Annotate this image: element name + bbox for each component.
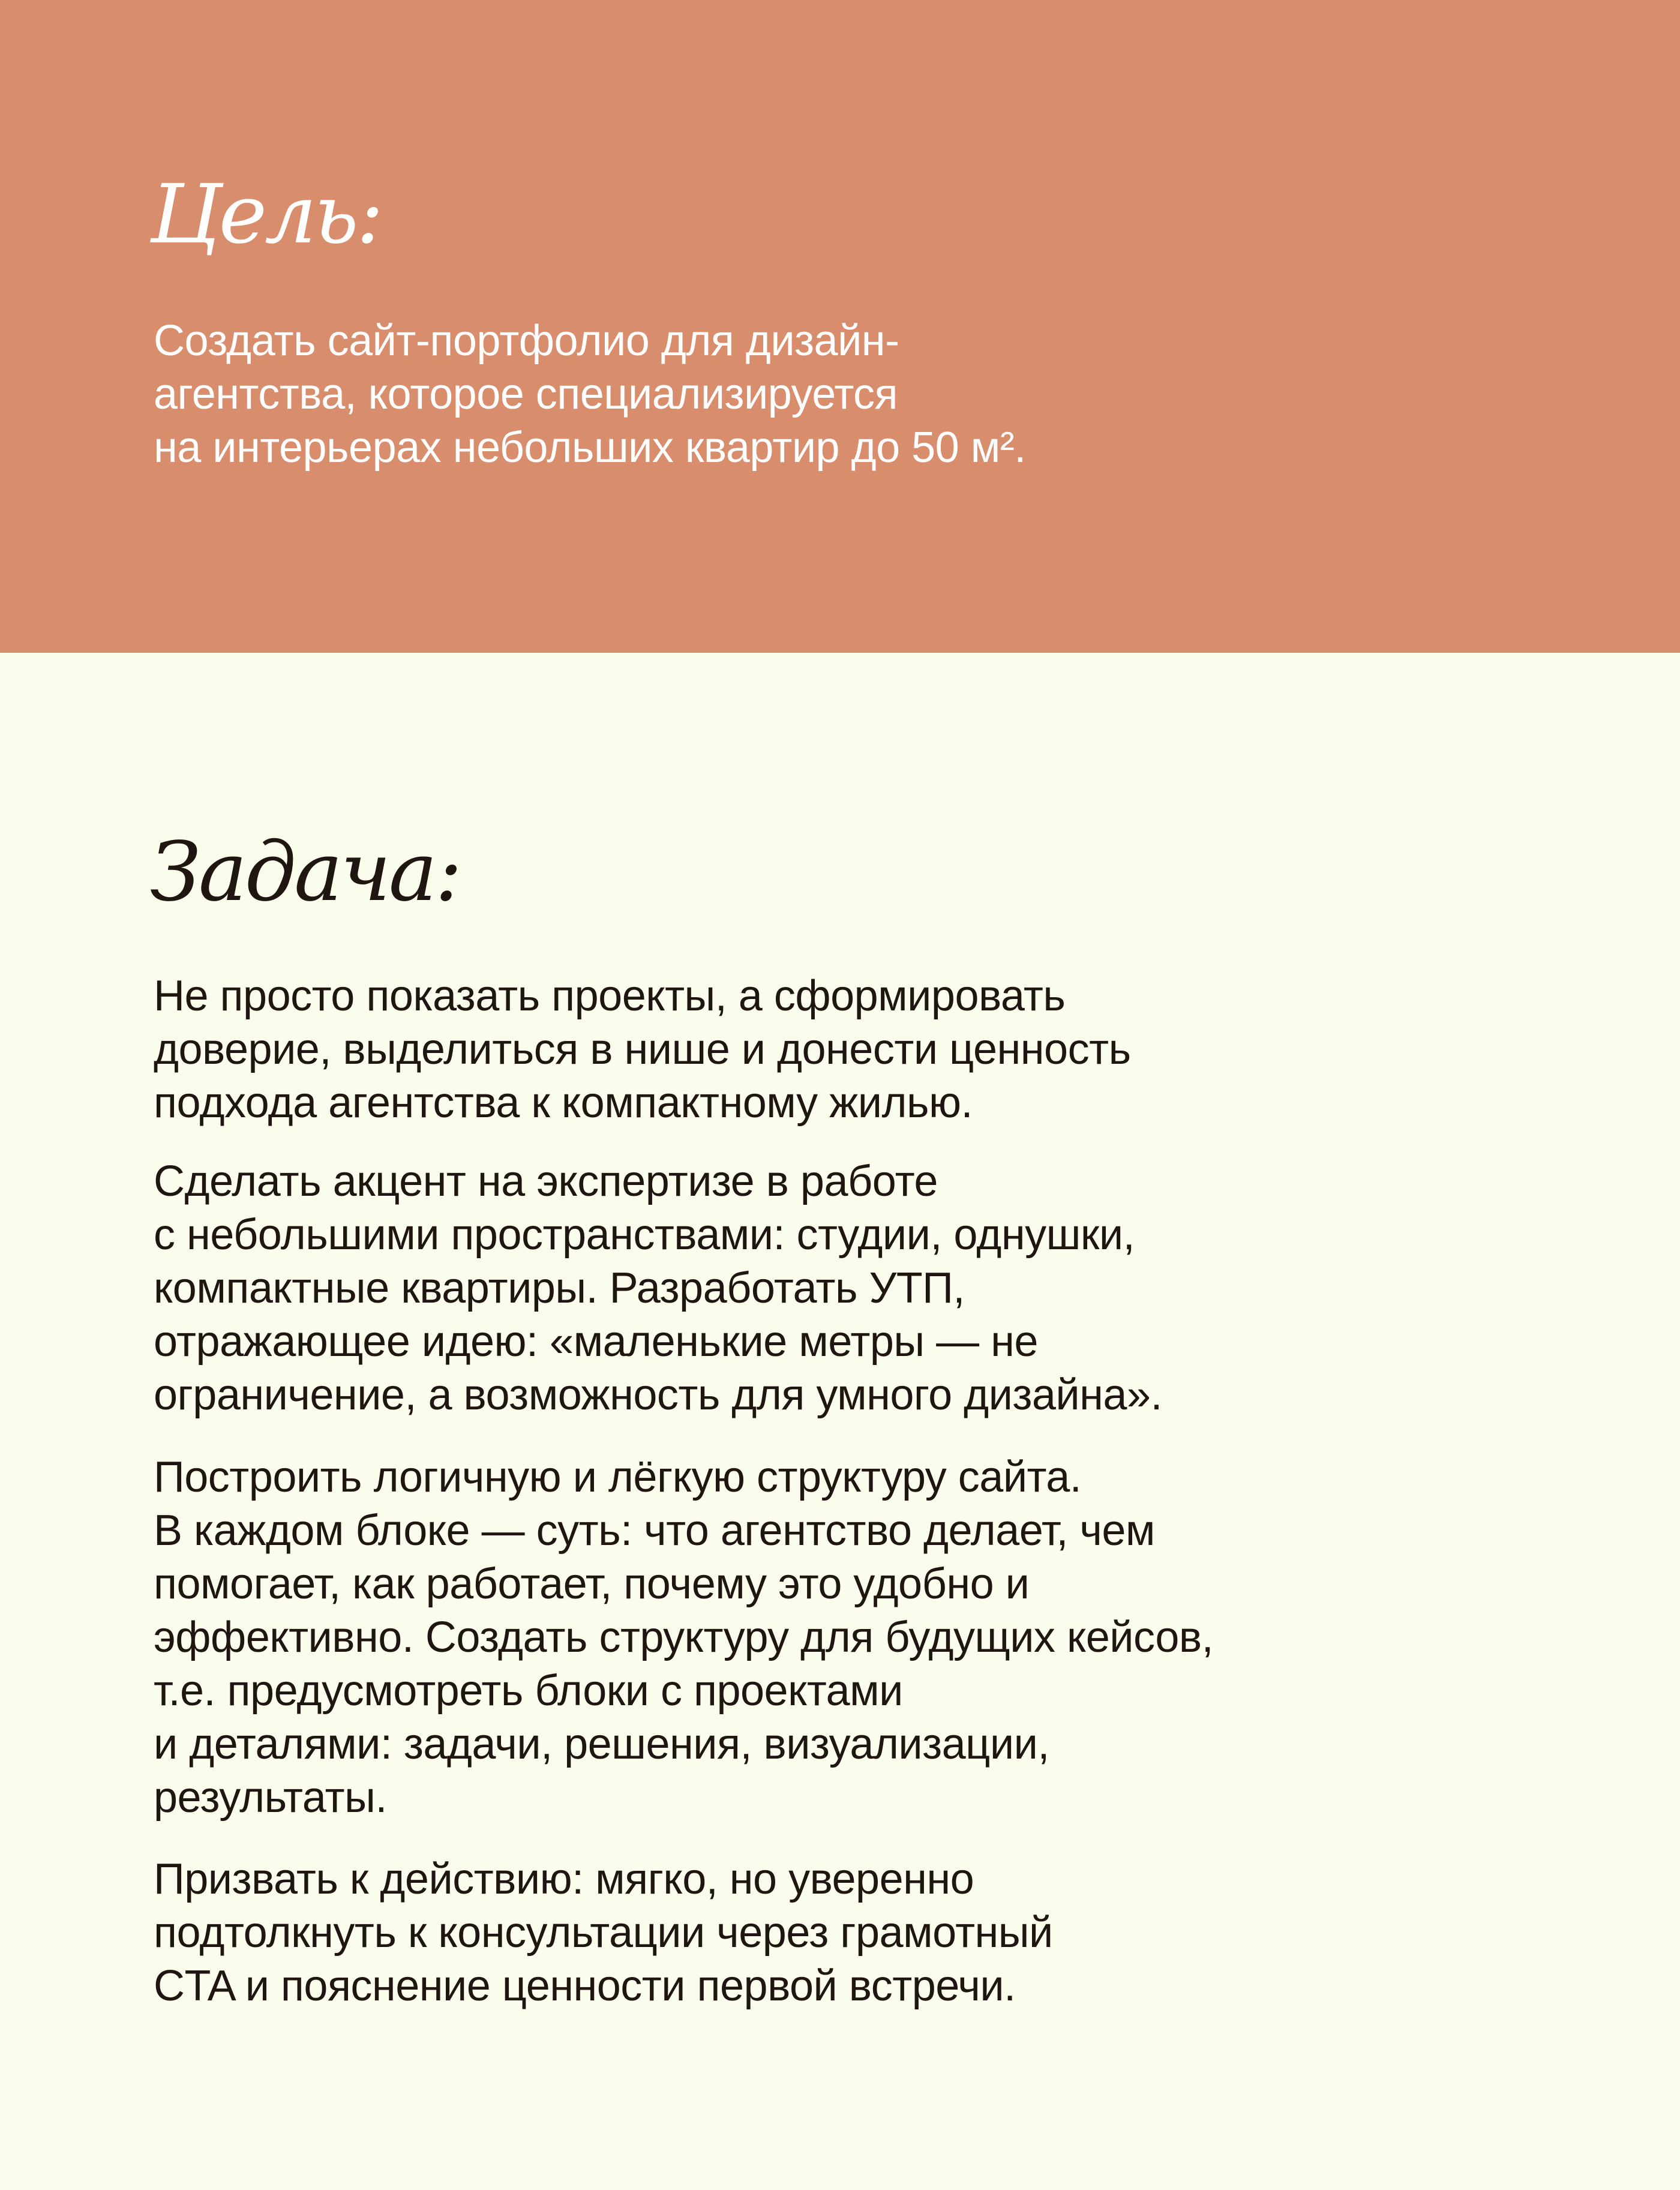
goal-line: Создать сайт-портфолио для дизайн-: [154, 317, 899, 365]
task-line: В каждом блоке — суть: что агентство делает, чем: [154, 1507, 1155, 1555]
goal-line: на интерьерах небольших квартир до 50 м².: [154, 424, 1026, 472]
task-line: CTA и пояснение ценности первой встречи.: [154, 1962, 1016, 2010]
task-line: компактные квартиры. Разработать УТП,: [154, 1264, 965, 1312]
task-line: Построить логичную и лёгкую структуру сайта.: [154, 1453, 1082, 1501]
task-line: эффективно. Создать структуру для будущих кейсов,: [154, 1613, 1214, 1661]
task-line: Сделать акцент на экспертизе в работе: [154, 1157, 938, 1205]
task-heading: Задача:: [150, 825, 460, 920]
task-line: ограничение, а возможность для умного дизайна».: [154, 1371, 1162, 1419]
task-paragraph-expertise: [154, 1155, 1594, 1422]
task-paragraph-cta: [154, 1853, 1594, 2013]
task-line: доверие, выделиться в нише и донести ценность: [154, 1025, 1131, 1073]
goal-section: [0, 0, 1680, 653]
task-line: подхода агентства к компактному жилью.: [154, 1079, 973, 1127]
task-line: подтолкнуть к консультации через грамотный: [154, 1909, 1053, 1957]
task-paragraph-trust: [154, 970, 1594, 1130]
task-line: Призвать к действию: мягко, но уверенно: [154, 1855, 974, 1903]
task-line: и деталями: задачи, решения, визуализации,: [154, 1720, 1049, 1768]
goal-line: агентства, которое специализируется: [154, 370, 898, 418]
task-line: Не просто показать проекты, а сформировать: [154, 972, 1066, 1020]
task-section: [0, 653, 1680, 2190]
task-line: т.е. предусмотреть блоки с проектами: [154, 1667, 903, 1715]
task-line: отражающее идею: «маленькие метры — не: [154, 1318, 1038, 1366]
task-paragraph-structure: [154, 1451, 1594, 1825]
goal-description: [154, 314, 1594, 475]
task-line: с небольшими пространствами: студии, однушки,: [154, 1211, 1135, 1259]
goal-heading: Цель:: [150, 167, 382, 262]
task-line: помогает, как работает, почему это удобно и: [154, 1560, 1030, 1608]
task-line: результаты.: [154, 1774, 387, 1822]
